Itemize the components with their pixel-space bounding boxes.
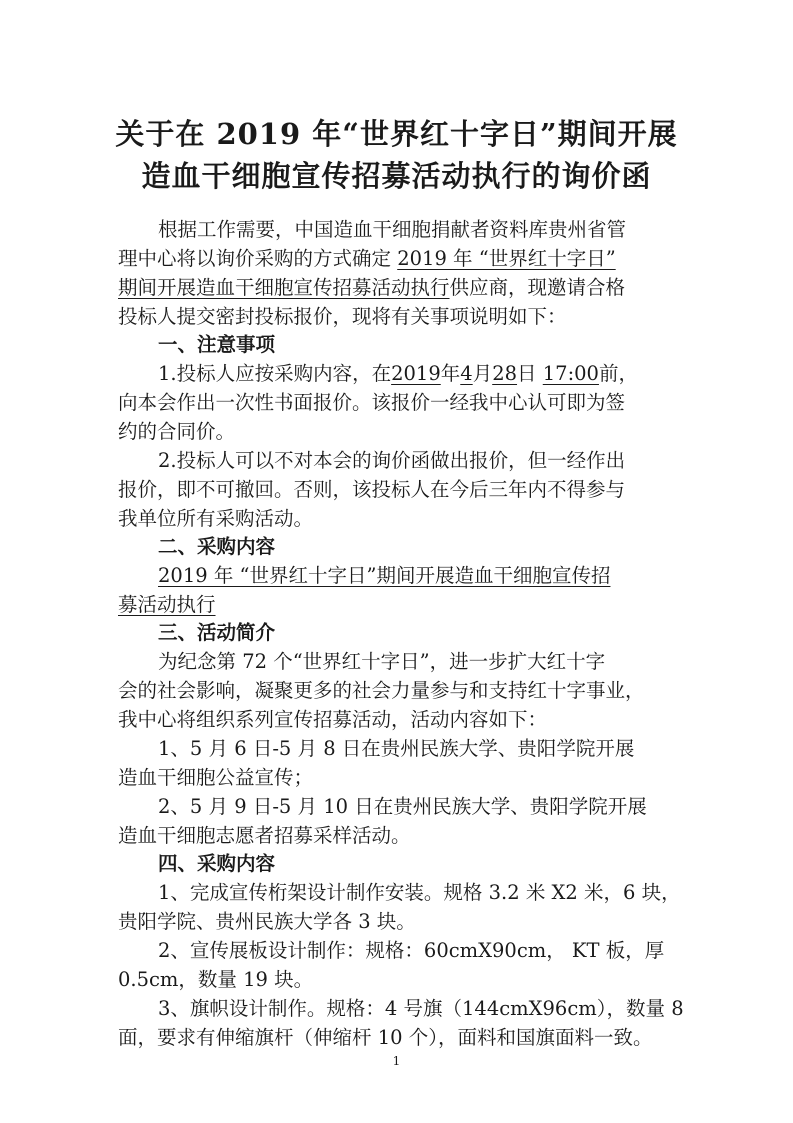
s1-text: 年	[440, 362, 461, 385]
intro-line-1: 根据工作需要，中国造血干细胞捐献者资料库贵州省管	[158, 218, 627, 241]
s4-line-5: 3、旗帜设计制作。规格：4 号旗（144cmX96cm），数量 8	[158, 997, 684, 1020]
s3-line-2: 会的社会影响，凝聚更多的社会力量参与和支持红十字事业，	[118, 679, 645, 702]
s1-p1-line-1	[158, 358, 718, 386]
deadline-day: 28	[492, 362, 518, 385]
deadline-time: 17:00	[542, 362, 599, 385]
s2-line-1: 2019 年 “世界红十字日”期间开展造血干细胞宣传招	[158, 564, 611, 587]
section-1-heading: 一、注意事项	[158, 333, 276, 356]
s3-line-6: 2、5 月 9 日-5 月 10 日在贵州民族大学、贵阳学院开展	[158, 795, 647, 818]
s4-line-6: 面，要求有伸缩旗杆（伸缩杆 10 个），面料和国旗面料一致。	[118, 1026, 653, 1049]
s1-p2-line-2: 报价，即不可撤回。否则，该投标人在今后三年内不得参与	[118, 478, 626, 501]
section-3-heading: 三、活动简介	[158, 621, 276, 644]
section-2-heading: 二、采购内容	[158, 535, 276, 558]
s3-line-5: 造血干细胞公益宣传；	[118, 766, 314, 789]
s3-line-1: 为纪念第 72 个“世界红十字日”，进一步扩大红十字	[158, 650, 606, 673]
intro-line-2	[118, 243, 678, 271]
s4-line-4: 0.5cm，数量 19 块。	[118, 968, 314, 991]
intro-text: 供应商，现邀请合格	[449, 276, 626, 299]
section-4-heading: 四、采购内容	[158, 852, 276, 875]
s1-text: 前，	[598, 362, 638, 385]
deadline-month: 4	[460, 362, 473, 385]
project-name-underlined: 2019 年 “世界红十字日”	[397, 247, 616, 270]
s1-p1-line-3: 约的合同价。	[118, 420, 236, 443]
s4-line-1: 1、完成宣传桁架设计制作安装。规格 3.2 米 X2 米，6 块，	[158, 881, 681, 904]
s1-text: 月	[472, 362, 493, 385]
intro-line-4: 投标人提交密封投标报价，现将有关事项说明如下：	[118, 305, 567, 328]
s1-text: 日	[517, 362, 537, 385]
doc-title-line-1: 关于在 2019 年“世界红十字日”期间开展	[115, 117, 678, 151]
s4-line-3: 2、宣传展板设计制作：规格：60cmX90cm， KT 板，厚	[158, 939, 665, 962]
s3-line-4: 1、5 月 6 日-5 月 8 日在贵州民族大学、贵阳学院开展	[158, 737, 635, 760]
page-number: 1	[392, 1054, 401, 1068]
project-name-underlined: 期间开展造血干细胞宣传招募活动执行	[118, 276, 450, 299]
doc-title-line-2: 造血干细胞宣传招募活动执行的询价函	[141, 159, 652, 193]
intro-text: 理中心将以询价采购的方式确定	[118, 247, 392, 270]
s1-p2-line-3: 我单位所有采购活动。	[118, 507, 314, 530]
s1-p1-line-2: 向本会作出一次性书面报价。该报价一经我中心认可即为签	[118, 391, 626, 414]
s1-text: 1.投标人应按采购内容，在	[158, 362, 392, 385]
deadline-year: 2019	[391, 362, 441, 385]
s3-line-3: 我中心将组织系列宣传招募活动，活动内容如下：	[118, 708, 548, 731]
s4-line-2: 贵阳学院、贵州民族大学各 3 块。	[118, 910, 416, 933]
s2-line-2: 募活动执行	[118, 593, 216, 616]
intro-line-3	[118, 272, 678, 300]
s3-line-7: 造血干细胞志愿者招募采样活动。	[118, 824, 411, 847]
s1-p2-line-1: 2.投标人可以不对本会的询价函做出报价，但一经作出	[158, 449, 626, 472]
